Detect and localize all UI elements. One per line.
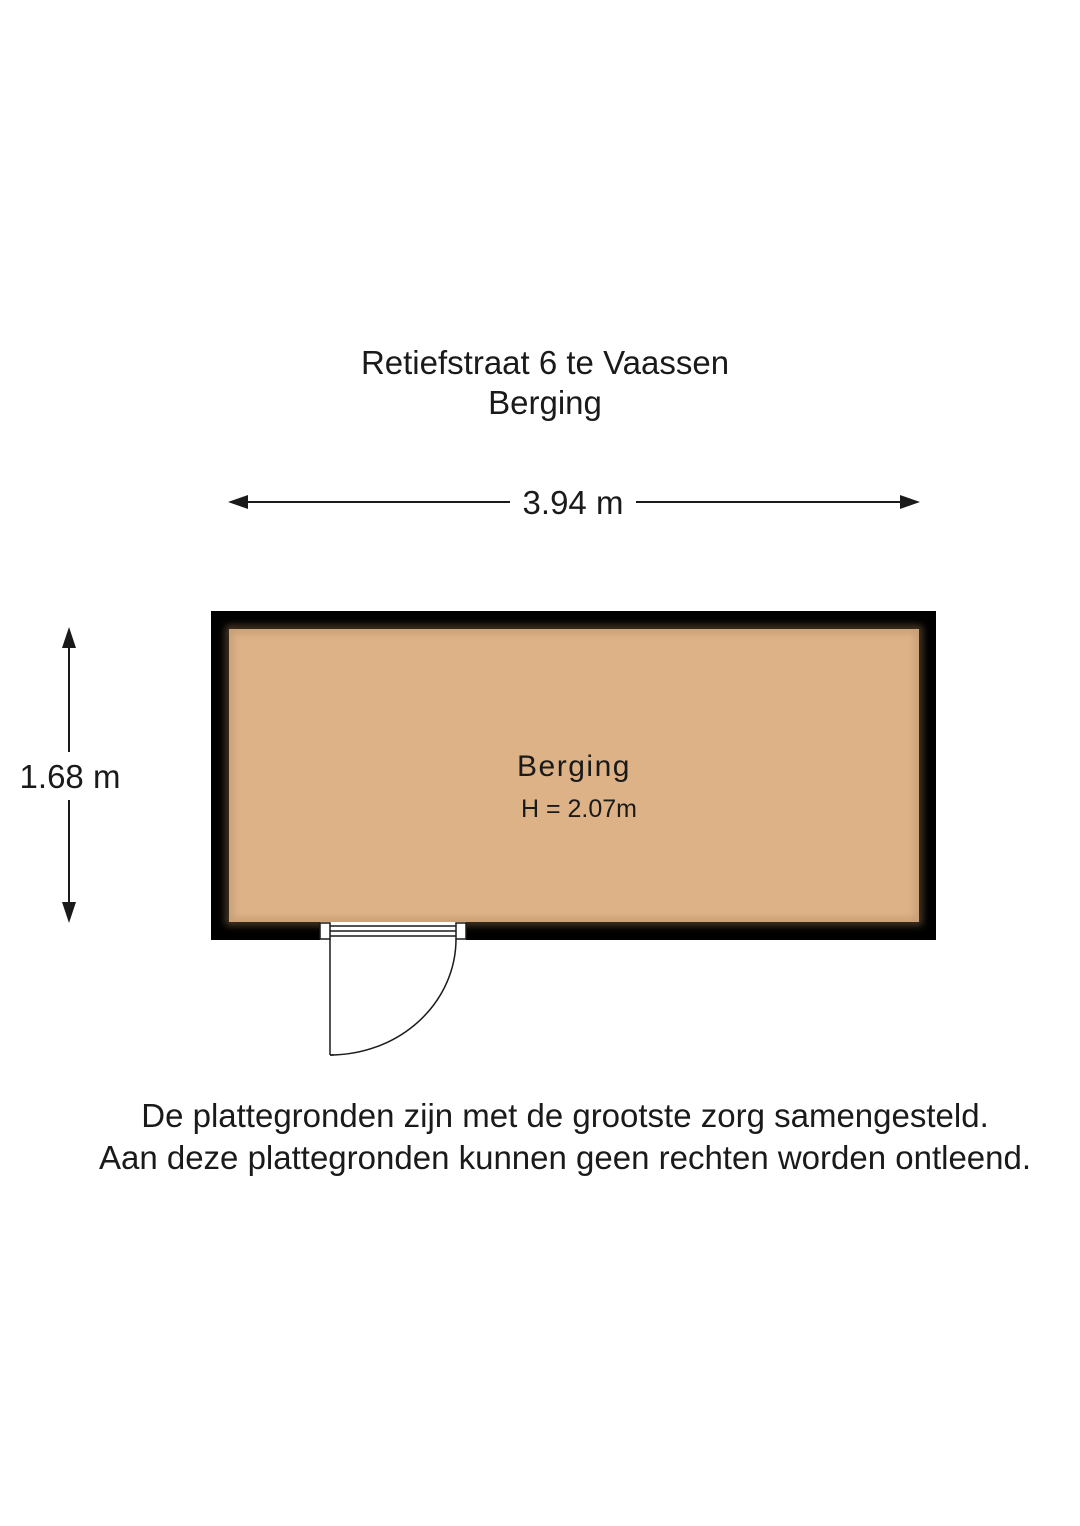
room-name: Berging: [517, 750, 631, 783]
disclaimer: [0, 1095, 1080, 1179]
address-title: Retiefstraat 6 te Vaassen: [360, 344, 730, 381]
arrow-left-icon: [228, 495, 248, 509]
floor-subtitle: Berging: [488, 384, 602, 421]
arrow-right-icon: [900, 495, 920, 509]
height-dimension: [20, 627, 121, 923]
door-jamb-left: [320, 923, 330, 939]
door-jamb-right: [456, 923, 466, 939]
room-height: H = 2.07m: [520, 795, 638, 823]
width-label: 3.94 m: [522, 484, 624, 521]
arrow-down-icon: [62, 902, 76, 923]
disclaimer-line-1: De plattegronden zijn met de grootste zorg samengesteld.: [141, 1097, 989, 1134]
door-swing-arc: [330, 939, 456, 1055]
disclaimer-line-2: Aan deze plattegronden kunnen geen rechten worden ontleend.: [98, 1139, 1032, 1176]
width-dimension: [228, 484, 920, 521]
height-label: 1.68 m: [19, 758, 121, 795]
arrow-up-icon: [62, 627, 76, 648]
room-berging: [211, 611, 936, 1055]
